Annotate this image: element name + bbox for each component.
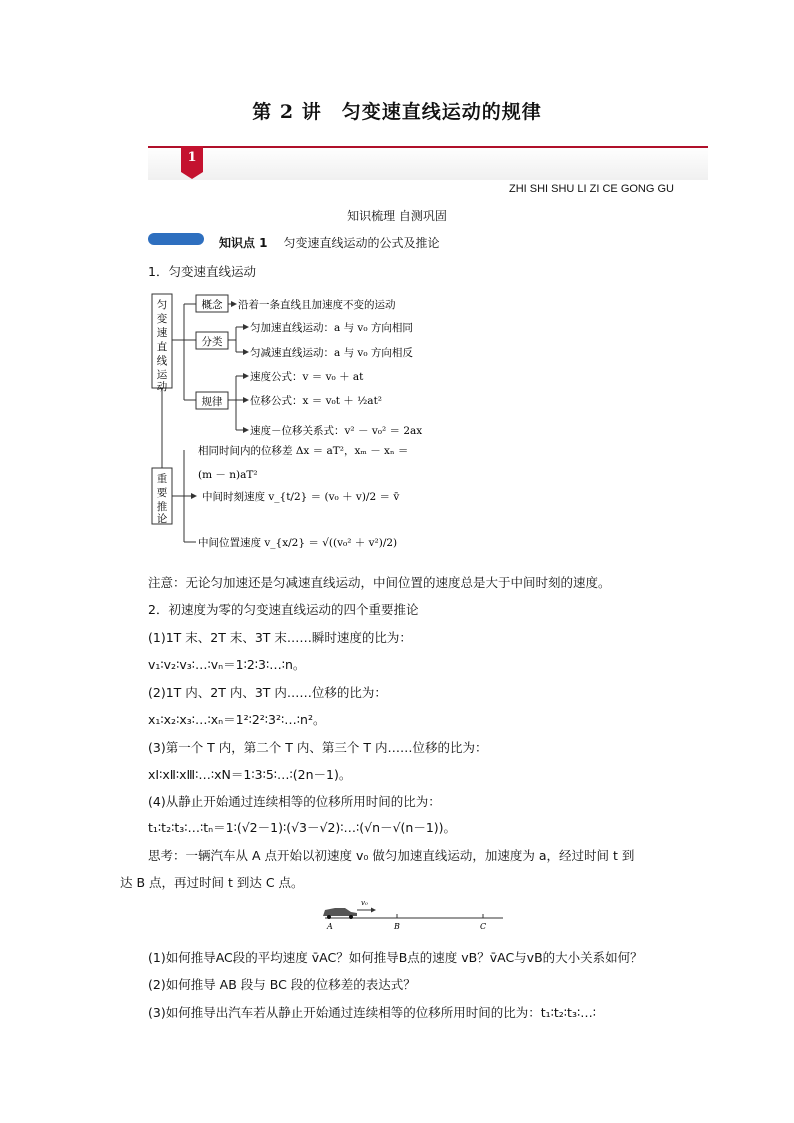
knowledge-point-heading [219,234,440,251]
heading-1: 1．匀变速直线运动 [148,264,256,279]
svg-text:重: 重 [156,473,168,485]
item-line: xⅠ∶xⅡ∶xⅢ∶…∶xN＝1∶3∶5∶…∶(2n－1)。 [148,767,352,782]
point-b-label: B [394,922,400,931]
car-icon [323,908,357,916]
think-line-2: 达 B 点，再过时间 t 到达 C 点。 [120,875,304,890]
section-number-badge: 1 [181,146,203,172]
inference-dx: 相同时间内的位移差 Δx ＝ aT²，xₘ － xₙ ＝ [198,445,409,457]
concept-text: 沿着一条直线且加速度不变的运动 [238,299,396,311]
law-vx: 速度－位移关系式：v² － v₀² ＝ 2ax [250,425,423,437]
svg-text:运: 运 [156,369,168,381]
badge-tip [181,172,203,179]
svg-text:速: 速 [156,327,168,339]
question-line: (1)如何推导AC段的平均速度 v̄AC？如何推导B点的速度 vB？v̄AC与vB的大小关系如何？ [148,950,643,965]
item-line: (2)1T 内、2T 内、3T 内……位移的比为： [148,685,387,700]
knowledge-point-marker [148,233,204,245]
section-header-rule [148,146,708,148]
svg-text:变: 变 [156,313,168,325]
car-figure [315,897,505,933]
svg-text:推: 推 [156,501,168,513]
svg-text:论: 论 [156,513,168,525]
law-label: 规律 [201,396,223,408]
think-line-1: 思考：一辆汽车从 A 点开始以初速度 v₀ 做匀加速直线运动，加速度为 a，经过时间 t 到 [148,848,635,863]
section-subtitle: 知识梳理 自测巩固 [347,209,447,223]
root-char: 匀 [156,299,168,311]
concept-label: 概念 [201,299,223,311]
inference-mid-x: 中间位置速度 v_{x/2} ＝ √((v₀² ＋ v²)/2) [198,537,398,549]
inference-mid-t: 中间时刻速度 v_{t/2} ＝ (v₀ ＋ v)/2 ＝ v̄ [202,491,400,503]
class-label: 分类 [201,336,223,348]
svg-text:线: 线 [156,355,168,367]
item-line: t₁∶t₂∶t₃∶…∶tₙ＝1∶(√2－1)∶(√3－√2)∶…∶(√n－√(n－1))。 [148,820,457,835]
section-pinyin: ZHI SHI SHU LI ZI CE GONG GU [508,183,674,195]
svg-text:动: 动 [156,381,168,393]
note-text: 注意：无论匀加速还是匀减速直线运动，中间位置的速度总是大于中间时刻的速度。 [148,575,611,590]
class-a: 匀加速直线运动：a 与 v₀ 方向相同 [250,322,413,334]
concept-diagram [140,290,450,565]
svg-text:直: 直 [156,341,168,353]
item-line: (1)1T 末、2T 末、3T 末……瞬时速度的比为： [148,630,412,645]
class-b: 匀减速直线运动：a 与 v₀ 方向相反 [250,347,413,359]
item-line: x₁∶x₂∶x₃∶…∶xₙ＝1²∶2²∶3²∶…∶n²。 [148,712,326,727]
item-line: v₁∶v₂∶v₃∶…∶vₙ＝1∶2∶3∶…∶n。 [148,657,306,672]
knowledge-point-text: 匀变速直线运动的公式及推论 [283,236,440,250]
law-x: 位移公式：x ＝ v₀t ＋ ½at² [250,395,382,407]
v0-label: v₀ [361,899,368,907]
knowledge-point-label: 知识点 1 [219,236,268,250]
item-line: (4)从静止开始通过连续相等的位移所用时间的比为： [148,794,441,809]
point-c-label: C [480,922,487,931]
svg-text:要: 要 [156,487,168,499]
question-line: (2)如何推导 AB 段与 BC 段的位移差的表达式？ [148,977,416,992]
question-line: (3)如何推导出汽车若从静止开始通过连续相等的位移所用时间的比为：t₁∶t₂∶t₃∶…∶ [148,1005,596,1020]
item-line: (3)第一个 T 内，第二个 T 内、第三个 T 内……位移的比为： [148,740,488,755]
section-header-band [148,146,708,180]
law-v: 速度公式：v ＝ v₀ ＋ at [250,371,364,383]
inference-dx2: (m － n)aT² [198,469,258,481]
page-title: 第 2 讲 匀变速直线运动的规律 [252,101,542,123]
heading-2: 2．初速度为零的匀变速直线运动的四个重要推论 [148,602,419,617]
point-a-label: A [327,922,333,931]
